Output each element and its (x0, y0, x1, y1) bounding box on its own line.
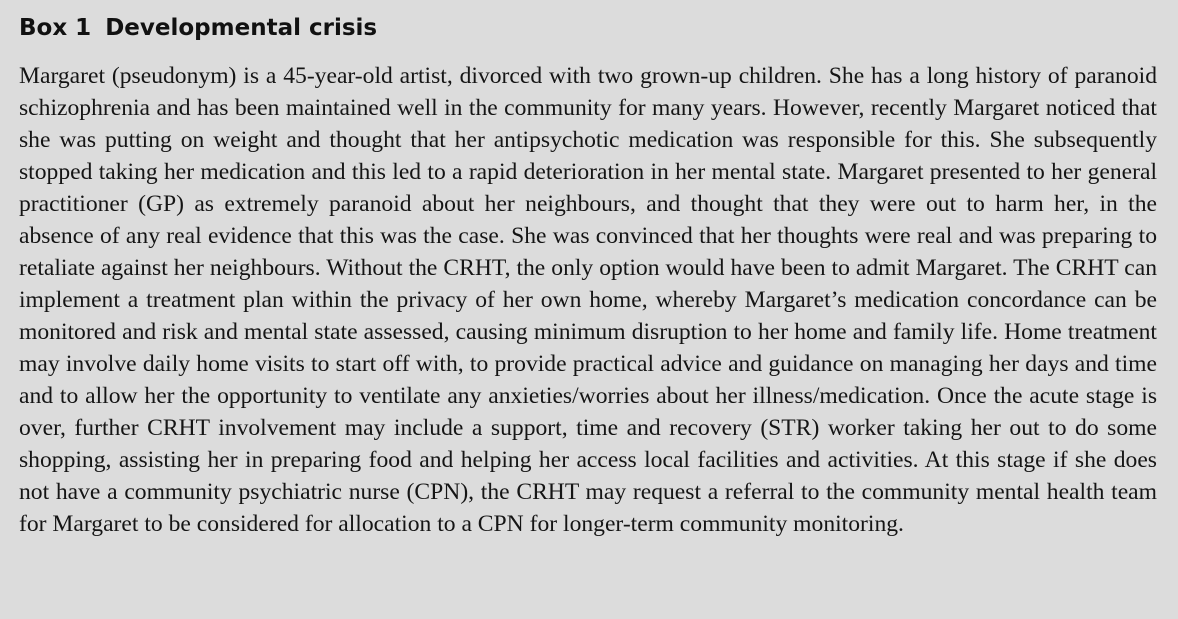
box-title: Developmental crisis (105, 15, 378, 41)
box-heading (19, 12, 1157, 44)
box-label: Box 1 (19, 15, 92, 41)
box-body-text: Margaret (pseudonym) is a 45-year-old artist, divorced with two grown-up children. She has a long history of paranoid schizophrenia and has been maintained well in the community for many years. However, recently Margaret noticed that she was putting on weight and thought that her antipsychotic medication was responsible for this. She subsequently stopped taking her medication and this led to a rapid deterioration in her mental state. Margaret presented to her general practitioner (GP) as extremely paranoid about her neighbours, and thought that they were out to harm her, in the absence of any real evidence that this was the case. She was convinced that her thoughts were real and was preparing to retaliate against her neighbours. Without the CRHT, the only option would have been to admit Margaret. The CRHT can implement a treatment plan within the privacy of her own home, whereby Margaret’s medication concordance can be monitored and risk and mental state assessed, causing minimum disruption to her home and family life. Home treatment may involve daily home visits to start off with, to provide practical advice and guidance on managing her days and time and to allow her the opportunity to ventilate any anxieties/worries about her illness/medication. Once the acute stage is over, further CRHT involvement may include a support, time and recovery (STR) worker taking her out to do some shopping, assisting her in preparing food and helping her access local facilities and activities. At this stage if she does not have a community psychiatric nurse (CPN), the CRHT may request a referral to the community mental health team for Margaret to be considered for allocation to a CPN for longer-term community monitoring. (19, 63, 1157, 537)
